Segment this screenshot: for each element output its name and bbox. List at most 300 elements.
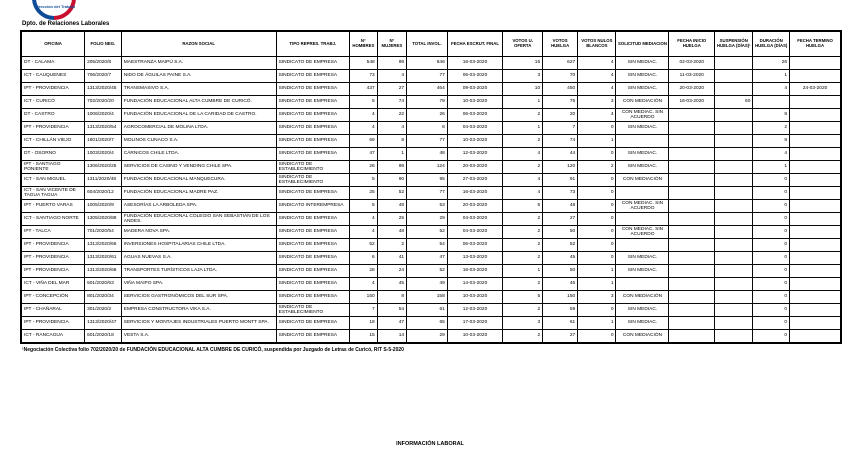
cell-duracion-huelga-dias: 0 bbox=[753, 317, 790, 330]
cell-votos-huelga: 627 bbox=[543, 57, 578, 70]
cell-folio: 1313/2020/66 bbox=[85, 239, 122, 252]
cell-duracion-huelga-dias: 1 bbox=[753, 161, 790, 174]
cell-solicitud-mediacion: CON MEDIAC. SIN ACUERDO bbox=[616, 226, 669, 239]
cell-fecha-termino-huelga bbox=[790, 161, 841, 174]
cell-fecha-inicio-huelga bbox=[669, 226, 715, 239]
cell-suspension-huelga-dias bbox=[715, 135, 753, 148]
cell-solicitud-mediacion bbox=[616, 239, 669, 252]
cell-fecha-escrutinio: 04-03-2020 bbox=[447, 122, 502, 135]
cell-fecha-inicio-huelga: 16-03-2020 bbox=[669, 96, 715, 109]
cell-n-mujeres: 2 bbox=[377, 239, 406, 252]
cell-oficina: ICT - CURICÓ bbox=[21, 96, 85, 109]
cell-votos-nulos-blancos: 0 bbox=[578, 304, 616, 317]
cell-duracion-huelga-dias: 0 bbox=[753, 252, 790, 265]
cell-votos-huelga: 50 bbox=[543, 265, 578, 278]
cell-fecha-inicio-huelga bbox=[669, 304, 715, 317]
table-row bbox=[21, 252, 841, 265]
cell-fecha-inicio-huelga: 11-03-2020 bbox=[669, 70, 715, 83]
cell-n-mujeres: 24 bbox=[377, 265, 406, 278]
cell-solicitud-mediacion bbox=[616, 278, 669, 291]
cell-votos-huelga: 48 bbox=[543, 200, 578, 213]
table-row bbox=[21, 70, 841, 83]
cell-oficina: IPT - TALCA bbox=[21, 226, 85, 239]
cell-tipo-representacion: SINDICATO DE EMPRESA bbox=[276, 148, 349, 161]
cell-fecha-escrutinio: 06-03-2020 bbox=[447, 239, 502, 252]
cell-razon-social: FUNDACIÓN EDUCACIONAL DE LA CARIDAD DE CASTRO. bbox=[121, 109, 276, 122]
cell-oficina: IPT - PROVIDENCIA bbox=[21, 265, 85, 278]
cell-razon-social: INVERSIONES HOSPITALARIAS CHILE LTDA. bbox=[121, 239, 276, 252]
column-header-solicitud-mediacion: SOLICITUD MEDIACION bbox=[616, 31, 669, 57]
cell-tipo-representacion: SINDICATO DE EMPRESA bbox=[276, 226, 349, 239]
cell-votos-huelga: 150 bbox=[543, 291, 578, 304]
cell-fecha-escrutinio: 04-03-2020 bbox=[447, 213, 502, 226]
cell-duracion-huelga-dias: 0 bbox=[753, 304, 790, 317]
cell-razon-social: CÁRNICOS CHILE LTDA. bbox=[121, 148, 276, 161]
table-row bbox=[21, 174, 841, 187]
cell-votos-huelga: 91 bbox=[543, 174, 578, 187]
cell-fecha-termino-huelga: 24-03-2020 bbox=[790, 83, 841, 96]
cell-solicitud-mediacion bbox=[616, 213, 669, 226]
cell-total-involucrados: 79 bbox=[407, 96, 448, 109]
cell-oficina: IPT - PROVIDENCIA bbox=[21, 317, 85, 330]
cell-votos-ultima-oferta: 2 bbox=[503, 278, 543, 291]
cell-fecha-termino-huelga bbox=[790, 278, 841, 291]
cell-votos-nulos-blancos: 4 bbox=[578, 70, 616, 83]
cell-fecha-termino-huelga bbox=[790, 239, 841, 252]
column-header-fecha-inicio-huelga: FECHA INICIO HUELGA bbox=[669, 31, 715, 57]
cell-n-hombres: 4 bbox=[349, 122, 377, 135]
cell-votos-huelga: 75 bbox=[543, 96, 578, 109]
cell-fecha-inicio-huelga: 20-03-2020 bbox=[669, 83, 715, 96]
cell-solicitud-mediacion: SIN MEDIAC. bbox=[616, 57, 669, 70]
cell-fecha-inicio-huelga bbox=[669, 265, 715, 278]
cell-duracion-huelga-dias: 8 bbox=[753, 109, 790, 122]
cell-votos-ultima-oferta: 2 bbox=[503, 109, 543, 122]
cell-solicitud-mediacion: CON MEDIACIÓN bbox=[616, 330, 669, 344]
page-footer-text: INFORMACIÓN LABORAL bbox=[396, 441, 464, 447]
cell-votos-huelga: 61 bbox=[543, 317, 578, 330]
cell-votos-huelga: 450 bbox=[543, 83, 578, 96]
cell-oficina: ICT - VIÑA DEL MAR bbox=[21, 278, 85, 291]
cell-n-hombres: 437 bbox=[349, 83, 377, 96]
cell-razon-social: FUNDACIÓN EDUCACIONAL ALTA CUMBRE DE CURICÓ. bbox=[121, 96, 276, 109]
cell-fecha-escrutinio: 20-03-2020 bbox=[447, 200, 502, 213]
cell-oficina: IPT - PUERTO VARAS bbox=[21, 200, 85, 213]
cell-duracion-huelga-dias: 4 bbox=[753, 148, 790, 161]
cell-suspension-huelga-dias bbox=[715, 226, 753, 239]
cell-suspension-huelga-dias bbox=[715, 174, 753, 187]
cell-tipo-representacion: SINDICATO DE EMPRESA bbox=[276, 239, 349, 252]
cell-total-involucrados: 158 bbox=[407, 291, 448, 304]
column-header-n-mujeres: N° MUJERES bbox=[377, 31, 406, 57]
cell-folio: 701/2020/54 bbox=[85, 226, 122, 239]
cell-n-hombres: 5 bbox=[349, 96, 377, 109]
cell-solicitud-mediacion bbox=[616, 135, 669, 148]
cell-fecha-termino-huelga bbox=[790, 187, 841, 200]
cell-n-hombres: 52 bbox=[349, 239, 377, 252]
cell-votos-ultima-oferta: 5 bbox=[503, 200, 543, 213]
cell-n-mujeres: 90 bbox=[377, 174, 406, 187]
table-row bbox=[21, 109, 841, 122]
column-header-votos-huelga: VOTOS HUELGA bbox=[543, 31, 578, 57]
cell-total-involucrados: 48 bbox=[407, 148, 448, 161]
cell-total-involucrados: 53 bbox=[407, 200, 448, 213]
cell-n-mujeres: 48 bbox=[377, 226, 406, 239]
cell-fecha-escrutinio: 27-03-2020 bbox=[447, 174, 502, 187]
cell-solicitud-mediacion: SIN MEDIAC. bbox=[616, 148, 669, 161]
cell-n-hombres: 26 bbox=[349, 161, 377, 174]
cell-fecha-escrutinio: 14-03-2020 bbox=[447, 278, 502, 291]
cell-suspension-huelga-dias bbox=[715, 265, 753, 278]
cell-fecha-termino-huelga bbox=[790, 148, 841, 161]
cell-fecha-termino-huelga bbox=[790, 135, 841, 148]
cell-folio: 1005/2020/9 bbox=[85, 200, 122, 213]
cell-folio: 702/2020/20 bbox=[85, 96, 122, 109]
column-header-tipo-representacion: TIPO REPRES. TRABJ. bbox=[276, 31, 349, 57]
cell-duracion-huelga-dias: 2 bbox=[753, 122, 790, 135]
cell-total-involucrados: 646 bbox=[407, 57, 448, 70]
cell-tipo-representacion: SINDICATO DE EMPRESA bbox=[276, 96, 349, 109]
cell-solicitud-mediacion: SIN MEDIAC. bbox=[616, 122, 669, 135]
cell-folio: 1313/2020/47 bbox=[85, 317, 122, 330]
cell-n-hombres: 4 bbox=[349, 109, 377, 122]
cell-votos-ultima-oferta: 3 bbox=[503, 317, 543, 330]
cell-fecha-escrutinio: 12-03-2020 bbox=[447, 148, 502, 161]
cell-fecha-inicio-huelga bbox=[669, 330, 715, 344]
cell-duracion-huelga-dias: 0 bbox=[753, 239, 790, 252]
cell-solicitud-mediacion: SIN MEDIAC. bbox=[616, 252, 669, 265]
cell-votos-ultima-oferta: 2 bbox=[503, 161, 543, 174]
logo-text: Dirección del Trabajo bbox=[34, 4, 76, 9]
cell-folio: 501/2020/63 bbox=[85, 278, 122, 291]
cell-votos-ultima-oferta: 2 bbox=[503, 213, 543, 226]
cell-votos-ultima-oferta: 1 bbox=[503, 265, 543, 278]
cell-oficina: IPT - PROVIDENCIA bbox=[21, 122, 85, 135]
cell-total-involucrados: 29 bbox=[407, 213, 448, 226]
table-header-row bbox=[21, 31, 841, 57]
table-body bbox=[21, 57, 841, 344]
cell-suspension-huelga-dias bbox=[715, 291, 753, 304]
cell-folio: 706/2020/7 bbox=[85, 70, 122, 83]
cell-n-mujeres: 8 bbox=[377, 135, 406, 148]
cell-tipo-representacion: SINDICATO DE EMPRESA bbox=[276, 135, 349, 148]
cell-duracion-huelga-dias: 0 bbox=[753, 174, 790, 187]
cell-n-hombres: 18 bbox=[349, 317, 377, 330]
cell-duracion-huelga-dias: 1 bbox=[753, 70, 790, 83]
cell-n-hombres: 4 bbox=[349, 278, 377, 291]
table-row bbox=[21, 135, 841, 148]
column-header-razon-social: RAZON SOCIAL bbox=[121, 31, 276, 57]
cell-folio: 1313/2020/68 bbox=[85, 265, 122, 278]
cell-folio: 1306/2020/25 bbox=[85, 161, 122, 174]
cell-duracion-huelga-dias: 0 bbox=[753, 278, 790, 291]
table-row bbox=[21, 239, 841, 252]
cell-votos-ultima-oferta: 4 bbox=[503, 187, 543, 200]
table-row bbox=[21, 317, 841, 330]
cell-votos-nulos-blancos: 3 bbox=[578, 291, 616, 304]
cell-votos-nulos-blancos: 0 bbox=[578, 213, 616, 226]
table-row bbox=[21, 122, 841, 135]
cell-folio: 604/2020/12 bbox=[85, 187, 122, 200]
cell-fecha-inicio-huelga bbox=[669, 174, 715, 187]
cell-suspension-huelga-dias: 60 bbox=[715, 96, 753, 109]
cell-tipo-representacion: SINDICATO DE EMPRESA bbox=[276, 122, 349, 135]
cell-votos-ultima-oferta: 2 bbox=[503, 304, 543, 317]
cell-total-involucrados: 52 bbox=[407, 265, 448, 278]
cell-votos-ultima-oferta: 2 bbox=[503, 226, 543, 239]
cell-razon-social: FUNDACIÓN EDUCACIONAL MADRE PAZ. bbox=[121, 187, 276, 200]
cell-oficina: ICT - RANCAGUA bbox=[21, 330, 85, 344]
direccion-del-trabajo-logo bbox=[30, 0, 80, 21]
cell-oficina: IPT - PROVIDENCIA bbox=[21, 239, 85, 252]
cell-votos-nulos-blancos: 0 bbox=[578, 148, 616, 161]
strikes-register-table bbox=[20, 30, 842, 344]
cell-votos-ultima-oferta: 3 bbox=[503, 70, 543, 83]
cell-n-hombres: 548 bbox=[349, 57, 377, 70]
cell-tipo-representacion: SINDICATO DE EMPRESA bbox=[276, 57, 349, 70]
cell-votos-ultima-oferta: 1 bbox=[503, 96, 543, 109]
cell-votos-ultima-oferta: 2 bbox=[503, 135, 543, 148]
cell-n-hombres: 6 bbox=[349, 252, 377, 265]
column-header-n-hombres: N° HOMBRES bbox=[349, 31, 377, 57]
cell-suspension-huelga-dias bbox=[715, 83, 753, 96]
cell-razon-social: TRANSPORTES TURÍSTICOS LAJA LTDA. bbox=[121, 265, 276, 278]
cell-folio: 1601/2020/7 bbox=[85, 135, 122, 148]
cell-razon-social: VIÑA MAIPO SPA. bbox=[121, 278, 276, 291]
cell-total-involucrados: 49 bbox=[407, 278, 448, 291]
cell-votos-ultima-oferta: 2 bbox=[503, 252, 543, 265]
cell-votos-nulos-blancos: 4 bbox=[578, 109, 616, 122]
cell-n-mujeres: 22 bbox=[377, 109, 406, 122]
cell-fecha-escrutinio: 10-03-2020 bbox=[447, 96, 502, 109]
cell-suspension-huelga-dias bbox=[715, 109, 753, 122]
cell-fecha-termino-huelga bbox=[790, 174, 841, 187]
table-row bbox=[21, 148, 841, 161]
cell-fecha-termino-huelga bbox=[790, 200, 841, 213]
cell-votos-huelga: 73 bbox=[543, 187, 578, 200]
cell-n-mujeres: 14 bbox=[377, 330, 406, 344]
cell-n-hombres: 7 bbox=[349, 304, 377, 317]
cell-razon-social: NIDO DE ÁGUILAS PAINE S.A. bbox=[121, 70, 276, 83]
cell-folio: 205/2020/8 bbox=[85, 57, 122, 70]
cell-fecha-escrutinio: 06-03-2020 bbox=[447, 109, 502, 122]
cell-votos-nulos-blancos: 1 bbox=[578, 135, 616, 148]
cell-total-involucrados: 61 bbox=[407, 304, 448, 317]
cell-fecha-inicio-huelga bbox=[669, 278, 715, 291]
cell-tipo-representacion: SINDICATO DE EMPRESA bbox=[276, 70, 349, 83]
cell-n-mujeres: 98 bbox=[377, 161, 406, 174]
cell-razon-social: ASESORÍAS LA ARBOLEDA SPA. bbox=[121, 200, 276, 213]
cell-n-mujeres: 27 bbox=[377, 83, 406, 96]
cell-total-involucrados: 77 bbox=[407, 70, 448, 83]
column-header-oficina: OFICINA bbox=[21, 31, 85, 57]
cell-suspension-huelga-dias bbox=[715, 161, 753, 174]
cell-folio: 1003/2020/4 bbox=[85, 148, 122, 161]
cell-fecha-termino-huelga bbox=[790, 317, 841, 330]
cell-total-involucrados: 54 bbox=[407, 239, 448, 252]
cell-fecha-termino-huelga bbox=[790, 252, 841, 265]
column-header-fecha-termino-huelga: FECHA TERMINO HUELGA bbox=[790, 31, 841, 57]
cell-tipo-representacion: SINDICATO DE EMPRESA bbox=[276, 109, 349, 122]
cell-votos-ultima-oferta: 4 bbox=[503, 148, 543, 161]
cell-n-mujeres: 1 bbox=[377, 148, 406, 161]
cell-n-mujeres: 25 bbox=[377, 213, 406, 226]
cell-fecha-termino-huelga bbox=[790, 96, 841, 109]
column-header-votos-ultima-oferta: VOTOS U. OFERTA bbox=[503, 31, 543, 57]
cell-votos-nulos-blancos: 1 bbox=[578, 265, 616, 278]
cell-oficina: DT - OSORNO bbox=[21, 148, 85, 161]
cell-razon-social: SERVICIOS DE CASINO Y VENDING CHILE SPA. bbox=[121, 161, 276, 174]
cell-fecha-escrutinio: 10-03-2020 bbox=[447, 135, 502, 148]
cell-fecha-inicio-huelga bbox=[669, 317, 715, 330]
cell-fecha-escrutinio: 16-03-2020 bbox=[447, 265, 502, 278]
cell-fecha-escrutinio: 06-03-2020 bbox=[447, 70, 502, 83]
cell-votos-nulos-blancos: 4 bbox=[578, 57, 616, 70]
cell-fecha-termino-huelga bbox=[790, 57, 841, 70]
cell-duracion-huelga-dias bbox=[753, 96, 790, 109]
table-row bbox=[21, 213, 841, 226]
cell-razon-social: TRANSMASIVO S.A. bbox=[121, 83, 276, 96]
cell-total-involucrados: 77 bbox=[407, 187, 448, 200]
cell-suspension-huelga-dias bbox=[715, 278, 753, 291]
cell-duracion-huelga-dias: 0 bbox=[753, 291, 790, 304]
cell-fecha-inicio-huelga bbox=[669, 187, 715, 200]
cell-fecha-inicio-huelga bbox=[669, 252, 715, 265]
column-header-votos-nulos-blancos: VOTOS NULOS BLANCOS bbox=[578, 31, 616, 57]
cell-votos-ultima-oferta: 2 bbox=[503, 239, 543, 252]
cell-fecha-escrutinio: 10-03-2020 bbox=[447, 291, 502, 304]
cell-fecha-escrutinio: 10-03-2020 bbox=[447, 330, 502, 344]
cell-fecha-termino-huelga bbox=[790, 304, 841, 317]
cell-suspension-huelga-dias bbox=[715, 304, 753, 317]
cell-oficina: ICT - CAUQUENES bbox=[21, 70, 85, 83]
cell-tipo-representacion: SINDICATO DE EMPRESA bbox=[276, 317, 349, 330]
cell-votos-huelga: 46 bbox=[543, 278, 578, 291]
column-header-duracion-huelga-dias: DURACIÓN HUELGA (DÍAS) bbox=[753, 31, 790, 57]
cell-fecha-escrutinio: 09-03-2020 bbox=[447, 83, 502, 96]
cell-fecha-inicio-huelga bbox=[669, 239, 715, 252]
cell-solicitud-mediacion: SIN MEDIAC. bbox=[616, 161, 669, 174]
cell-tipo-representacion: SINDICATO DE ESTABLECIMIENTO bbox=[276, 161, 349, 174]
cell-n-mujeres: 8 bbox=[377, 291, 406, 304]
cell-votos-huelga: 50 bbox=[543, 226, 578, 239]
cell-votos-ultima-oferta: 15 bbox=[503, 57, 543, 70]
cell-duracion-huelga-dias: 26 bbox=[753, 57, 790, 70]
cell-solicitud-mediacion: SIN MEDIAC. bbox=[616, 265, 669, 278]
cell-oficina: DT - CALAMA bbox=[21, 57, 85, 70]
cell-solicitud-mediacion: SIN MEDIAC. bbox=[616, 83, 669, 96]
table-row bbox=[21, 265, 841, 278]
cell-suspension-huelga-dias bbox=[715, 187, 753, 200]
cell-total-involucrados: 65 bbox=[407, 317, 448, 330]
cell-solicitud-mediacion: SIN MEDIAC. bbox=[616, 70, 669, 83]
cell-fecha-escrutinio: 17-03-2020 bbox=[447, 317, 502, 330]
cell-tipo-representacion: SINDICATO DE EMPRESA bbox=[276, 265, 349, 278]
cell-duracion-huelga-dias: 4 bbox=[753, 83, 790, 96]
cell-folio: 1305/2020/88 bbox=[85, 213, 122, 226]
cell-fecha-termino-huelga bbox=[790, 122, 841, 135]
footnote: ¹Negociación Colectiva folio 702/2020/20 de FUNDACIÓN EDUCACIONAL ALTA CUMBRE DE CURICÓ, suspendida por Juzgado de Letras de Curicó, RIT S-5-2020 bbox=[22, 347, 404, 353]
cell-razon-social: FUNDACIÓN EDUCACIONAL MANQUECURA. bbox=[121, 174, 276, 187]
cell-suspension-huelga-dias bbox=[715, 239, 753, 252]
cell-tipo-representacion: SINDICATO DE EMPRESA bbox=[276, 330, 349, 344]
cell-folio: 301/2020/2 bbox=[85, 304, 122, 317]
cell-total-involucrados: 47 bbox=[407, 252, 448, 265]
cell-suspension-huelga-dias bbox=[715, 57, 753, 70]
cell-total-involucrados: 464 bbox=[407, 83, 448, 96]
cell-total-involucrados: 95 bbox=[407, 174, 448, 187]
cell-tipo-representacion: SINDICATO DE EMPRESA bbox=[276, 187, 349, 200]
cell-oficina: IPT - PROVIDENCIA bbox=[21, 83, 85, 96]
cell-suspension-huelga-dias bbox=[715, 200, 753, 213]
cell-folio: 1313/2020/54 bbox=[85, 122, 122, 135]
cell-fecha-escrutinio: 12-03-2020 bbox=[447, 304, 502, 317]
table-row bbox=[21, 161, 841, 174]
cell-votos-nulos-blancos: 0 bbox=[578, 200, 616, 213]
cell-tipo-representacion: SINDICATO DE EMPRESA bbox=[276, 213, 349, 226]
cell-folio: 1311/2020/48 bbox=[85, 174, 122, 187]
cell-fecha-inicio-huelga bbox=[669, 213, 715, 226]
cell-n-mujeres: 45 bbox=[377, 278, 406, 291]
cell-fecha-inicio-huelga bbox=[669, 200, 715, 213]
cell-total-involucrados: 8 bbox=[407, 122, 448, 135]
cell-votos-ultima-oferta: 5 bbox=[503, 291, 543, 304]
cell-fecha-inicio-huelga bbox=[669, 148, 715, 161]
cell-fecha-termino-huelga bbox=[790, 226, 841, 239]
cell-razon-social: EMPRESA CONSTRUCTORA VIKA S.A. bbox=[121, 304, 276, 317]
cell-fecha-inicio-huelga bbox=[669, 291, 715, 304]
cell-fecha-escrutinio: 04-03-2020 bbox=[447, 226, 502, 239]
cell-n-mujeres: 4 bbox=[377, 70, 406, 83]
cell-razon-social: MAESTRANZA MAIPÚ S.A. bbox=[121, 57, 276, 70]
cell-fecha-inicio-huelga bbox=[669, 161, 715, 174]
cell-razon-social: MOLINOS CUNACO S.A. bbox=[121, 135, 276, 148]
cell-n-hombres: 5 bbox=[349, 200, 377, 213]
cell-fecha-termino-huelga bbox=[790, 70, 841, 83]
cell-solicitud-mediacion: CON MEDIAC. SIN ACUERDO bbox=[616, 109, 669, 122]
cell-votos-nulos-blancos: 0 bbox=[578, 187, 616, 200]
cell-tipo-representacion: SINDICATO DE ESTABLECIMIENTO bbox=[276, 304, 349, 317]
table-row bbox=[21, 304, 841, 317]
cell-tipo-representacion: SINDICATO DE EMPRESA bbox=[276, 278, 349, 291]
cell-votos-nulos-blancos: 4 bbox=[578, 83, 616, 96]
cell-oficina: ICT - SAN MIGUEL bbox=[21, 174, 85, 187]
cell-fecha-termino-huelga bbox=[790, 213, 841, 226]
cell-tipo-representacion: SINDICATO INTEREMPRESA bbox=[276, 200, 349, 213]
cell-votos-ultima-oferta: 10 bbox=[503, 83, 543, 96]
cell-folio: 1313/2020/45 bbox=[85, 83, 122, 96]
table-row bbox=[21, 226, 841, 239]
cell-n-hombres: 150 bbox=[349, 291, 377, 304]
cell-n-mujeres: 41 bbox=[377, 252, 406, 265]
cell-duracion-huelga-dias: 0 bbox=[753, 187, 790, 200]
cell-votos-nulos-blancos: 1 bbox=[578, 278, 616, 291]
cell-n-hombres: 47 bbox=[349, 148, 377, 161]
cell-total-involucrados: 77 bbox=[407, 135, 448, 148]
cell-suspension-huelga-dias bbox=[715, 148, 753, 161]
cell-fecha-inicio-huelga: 02-03-2020 bbox=[669, 57, 715, 70]
cell-suspension-huelga-dias bbox=[715, 122, 753, 135]
column-header-fecha-escrutinio: FECHA ESCRUT. FINAL bbox=[447, 31, 502, 57]
cell-oficina: ICT - SAN VICENTE DE TAGUA TAGUA bbox=[21, 187, 85, 200]
table-row bbox=[21, 57, 841, 70]
column-header-total-involucrados: TOTAL INVOL. bbox=[407, 31, 448, 57]
cell-duracion-huelga-dias: 8 bbox=[753, 135, 790, 148]
column-header-suspension-huelga-dias: SUSPENSIÓN HUELGA (DÍAS)¹ bbox=[715, 31, 753, 57]
cell-votos-nulos-blancos: 3 bbox=[578, 96, 616, 109]
cell-votos-huelga: 59 bbox=[543, 304, 578, 317]
cell-n-hombres: 15 bbox=[349, 330, 377, 344]
